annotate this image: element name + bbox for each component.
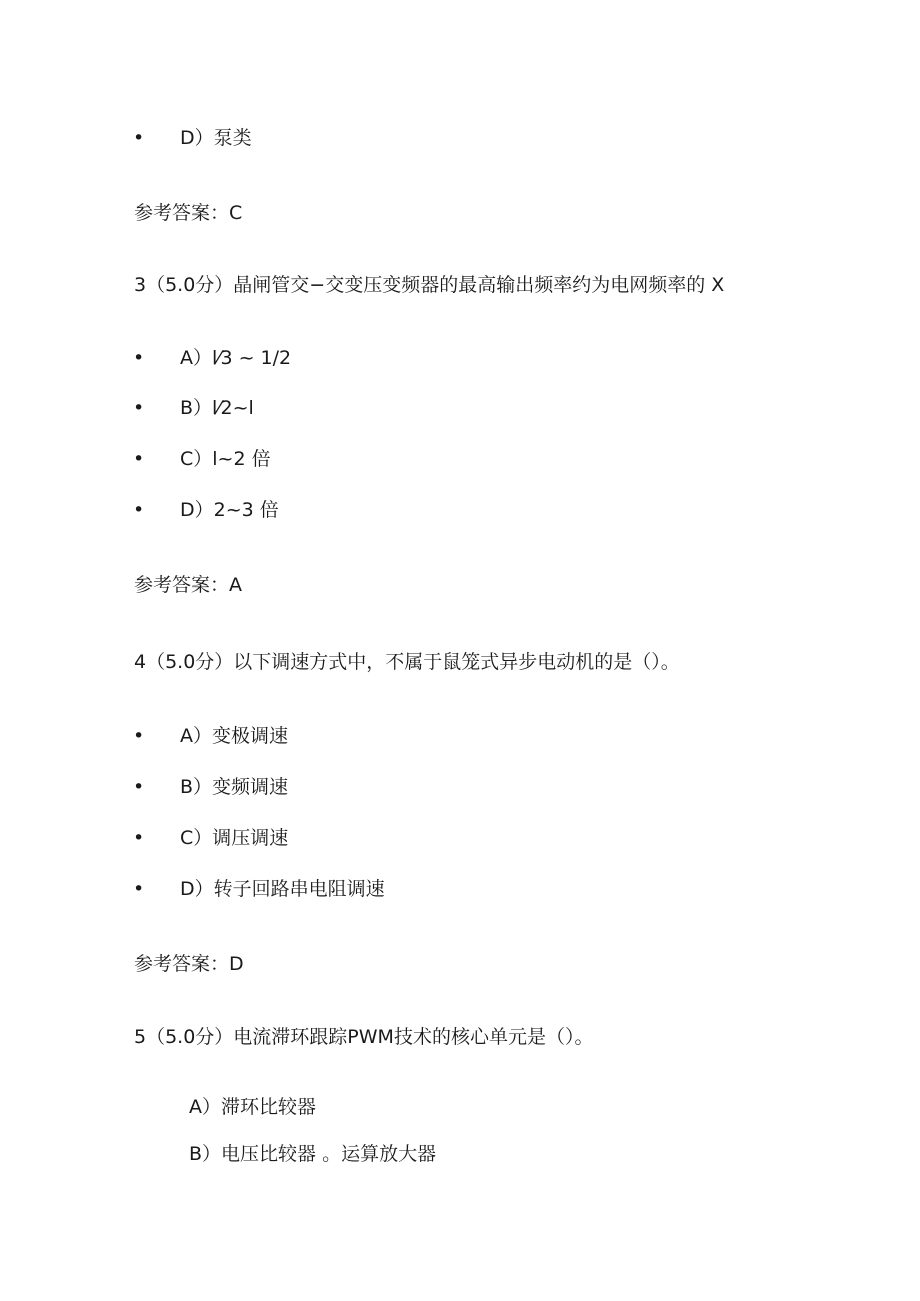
- option-text: B）变频调速: [180, 776, 289, 798]
- bullet-marker: •: [133, 347, 145, 369]
- option-text: A）滞环比较器: [189, 1096, 316, 1118]
- bullet-marker: •: [133, 725, 145, 747]
- bullet-marker: •: [133, 499, 145, 521]
- option-text: C）调压调速: [180, 827, 289, 849]
- question-text: 3（5.0分）晶闸管交−交变压变频器的最高输出频率约为电网频率的 X: [134, 274, 725, 296]
- bullet-marker: •: [133, 127, 145, 149]
- answer-text: 参考答案：D: [134, 953, 244, 975]
- bullet-marker: •: [133, 827, 145, 849]
- question-text: 5（5.0分）电流滞环跟踪PWM技术的核心单元是（）。: [134, 1026, 594, 1048]
- option-text: A）l⁄3 ~ 1/2: [180, 347, 292, 369]
- option-text: D）泵类: [180, 127, 252, 149]
- question-text: 4（5.0分）以下调速方式中，不属于鼠笼式异步电动机的是（）。: [134, 651, 680, 673]
- bullet-marker: •: [133, 448, 145, 470]
- bullet-marker: •: [133, 878, 145, 900]
- option-text: D）2~3 倍: [180, 499, 279, 521]
- answer-text: 参考答案：A: [134, 574, 242, 596]
- bullet-marker: •: [133, 397, 145, 419]
- answer-text: 参考答案：C: [134, 202, 243, 224]
- option-text: D）转子回路串电阻调速: [180, 878, 385, 900]
- option-text: C）l~2 倍: [180, 448, 271, 470]
- bullet-marker: •: [133, 776, 145, 798]
- option-text: B）l⁄2~l: [180, 397, 254, 419]
- option-text: B）电压比较器 。运算放大器: [189, 1143, 437, 1165]
- option-text: A）变极调速: [180, 725, 288, 747]
